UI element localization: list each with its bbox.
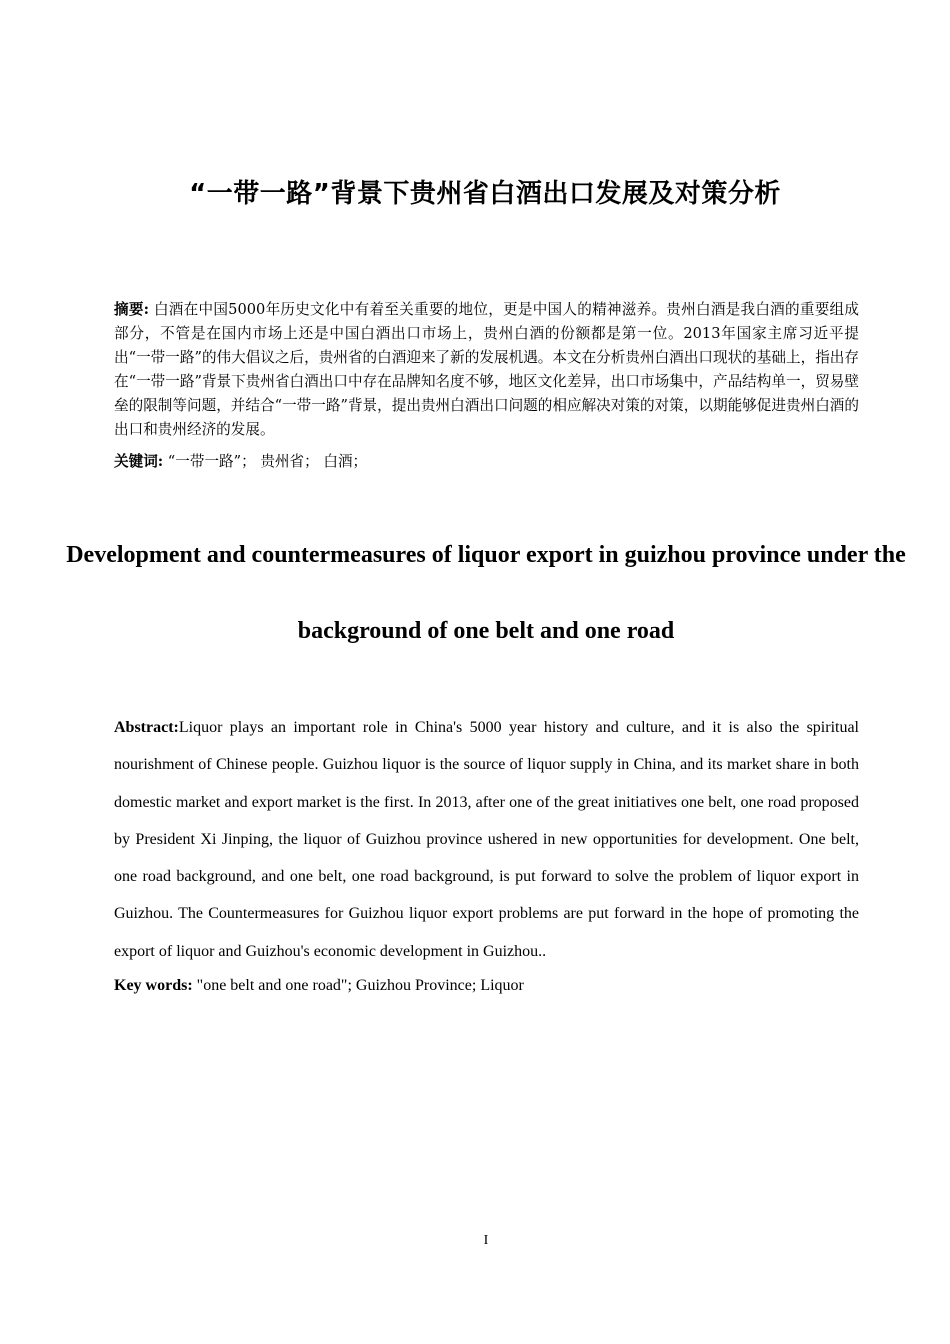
chinese-keywords-text: “一带一路”； 贵州省； 白酒； <box>163 453 368 470</box>
chinese-keywords <box>114 450 859 474</box>
english-title: Development and countermeasures of liquor export in guizhou province under the background of one belt and one road <box>66 542 906 644</box>
english-abstract <box>114 709 859 970</box>
chinese-abstract-text: 白酒在中国5000年历史文化中有着至关重要的地位，更是中国人的精神滋养。贵州白酒是我白酒的重要组成部分，不管是在国内市场上还是中国白酒出口市场上，贵州白酒的份额都是第一位。2013年国家主席习近平提出“一带一路”的伟大倡议之后，贵州省的白酒迎来了新的发展机遇。本文在分析贵州白酒出口现状的基础上，指出存在“一带一路”背景下贵州省白酒出口中存在品牌知名度不够，地区文化差异，出口市场集中，产品结构单一，贸易壁垒的限制等问题，并结合“一带一路”背景，提出贵州白酒出口问题的相应解决对策的对策，以期能够促进贵州白酒的出口和贵州经济的发展。 <box>114 301 859 438</box>
chinese-keywords-label: 关键词: <box>114 453 164 470</box>
chinese-abstract-label: 摘要: <box>114 301 150 318</box>
english-abstract-label: Abstract: <box>114 719 179 736</box>
chinese-abstract <box>114 298 859 442</box>
english-abstract-text: Liquor plays an important role in China's 5000 year history and culture, and it is also the spiritual nourishment of Chinese people. Guizhou liquor is the source of liquor supply in China, and its market share in both domestic market and export market is the first. In 2013, after one of the great initiatives one belt, one road proposed by President Xi Jinping, the liquor of Guizhou province ushered in new opportunities for development. One belt, one road background, and one belt, one road background, is put forward to solve the problem of liquor export in Guizhou. The Countermeasures for Guizhou liquor export problems are put forward in the hope of promoting the export of liquor and Guizhou's economic development in Guizhou.. <box>114 719 859 960</box>
english-keywords-label: Key words: <box>114 977 193 994</box>
english-keywords <box>114 974 859 998</box>
english-keywords-text: "one belt and one road"; Guizhou Province; Liquor <box>192 977 524 994</box>
chinese-title: “一带一路”背景下贵州省白酒出口发展及对策分析 <box>189 179 781 209</box>
page-number: I <box>483 1233 489 1248</box>
